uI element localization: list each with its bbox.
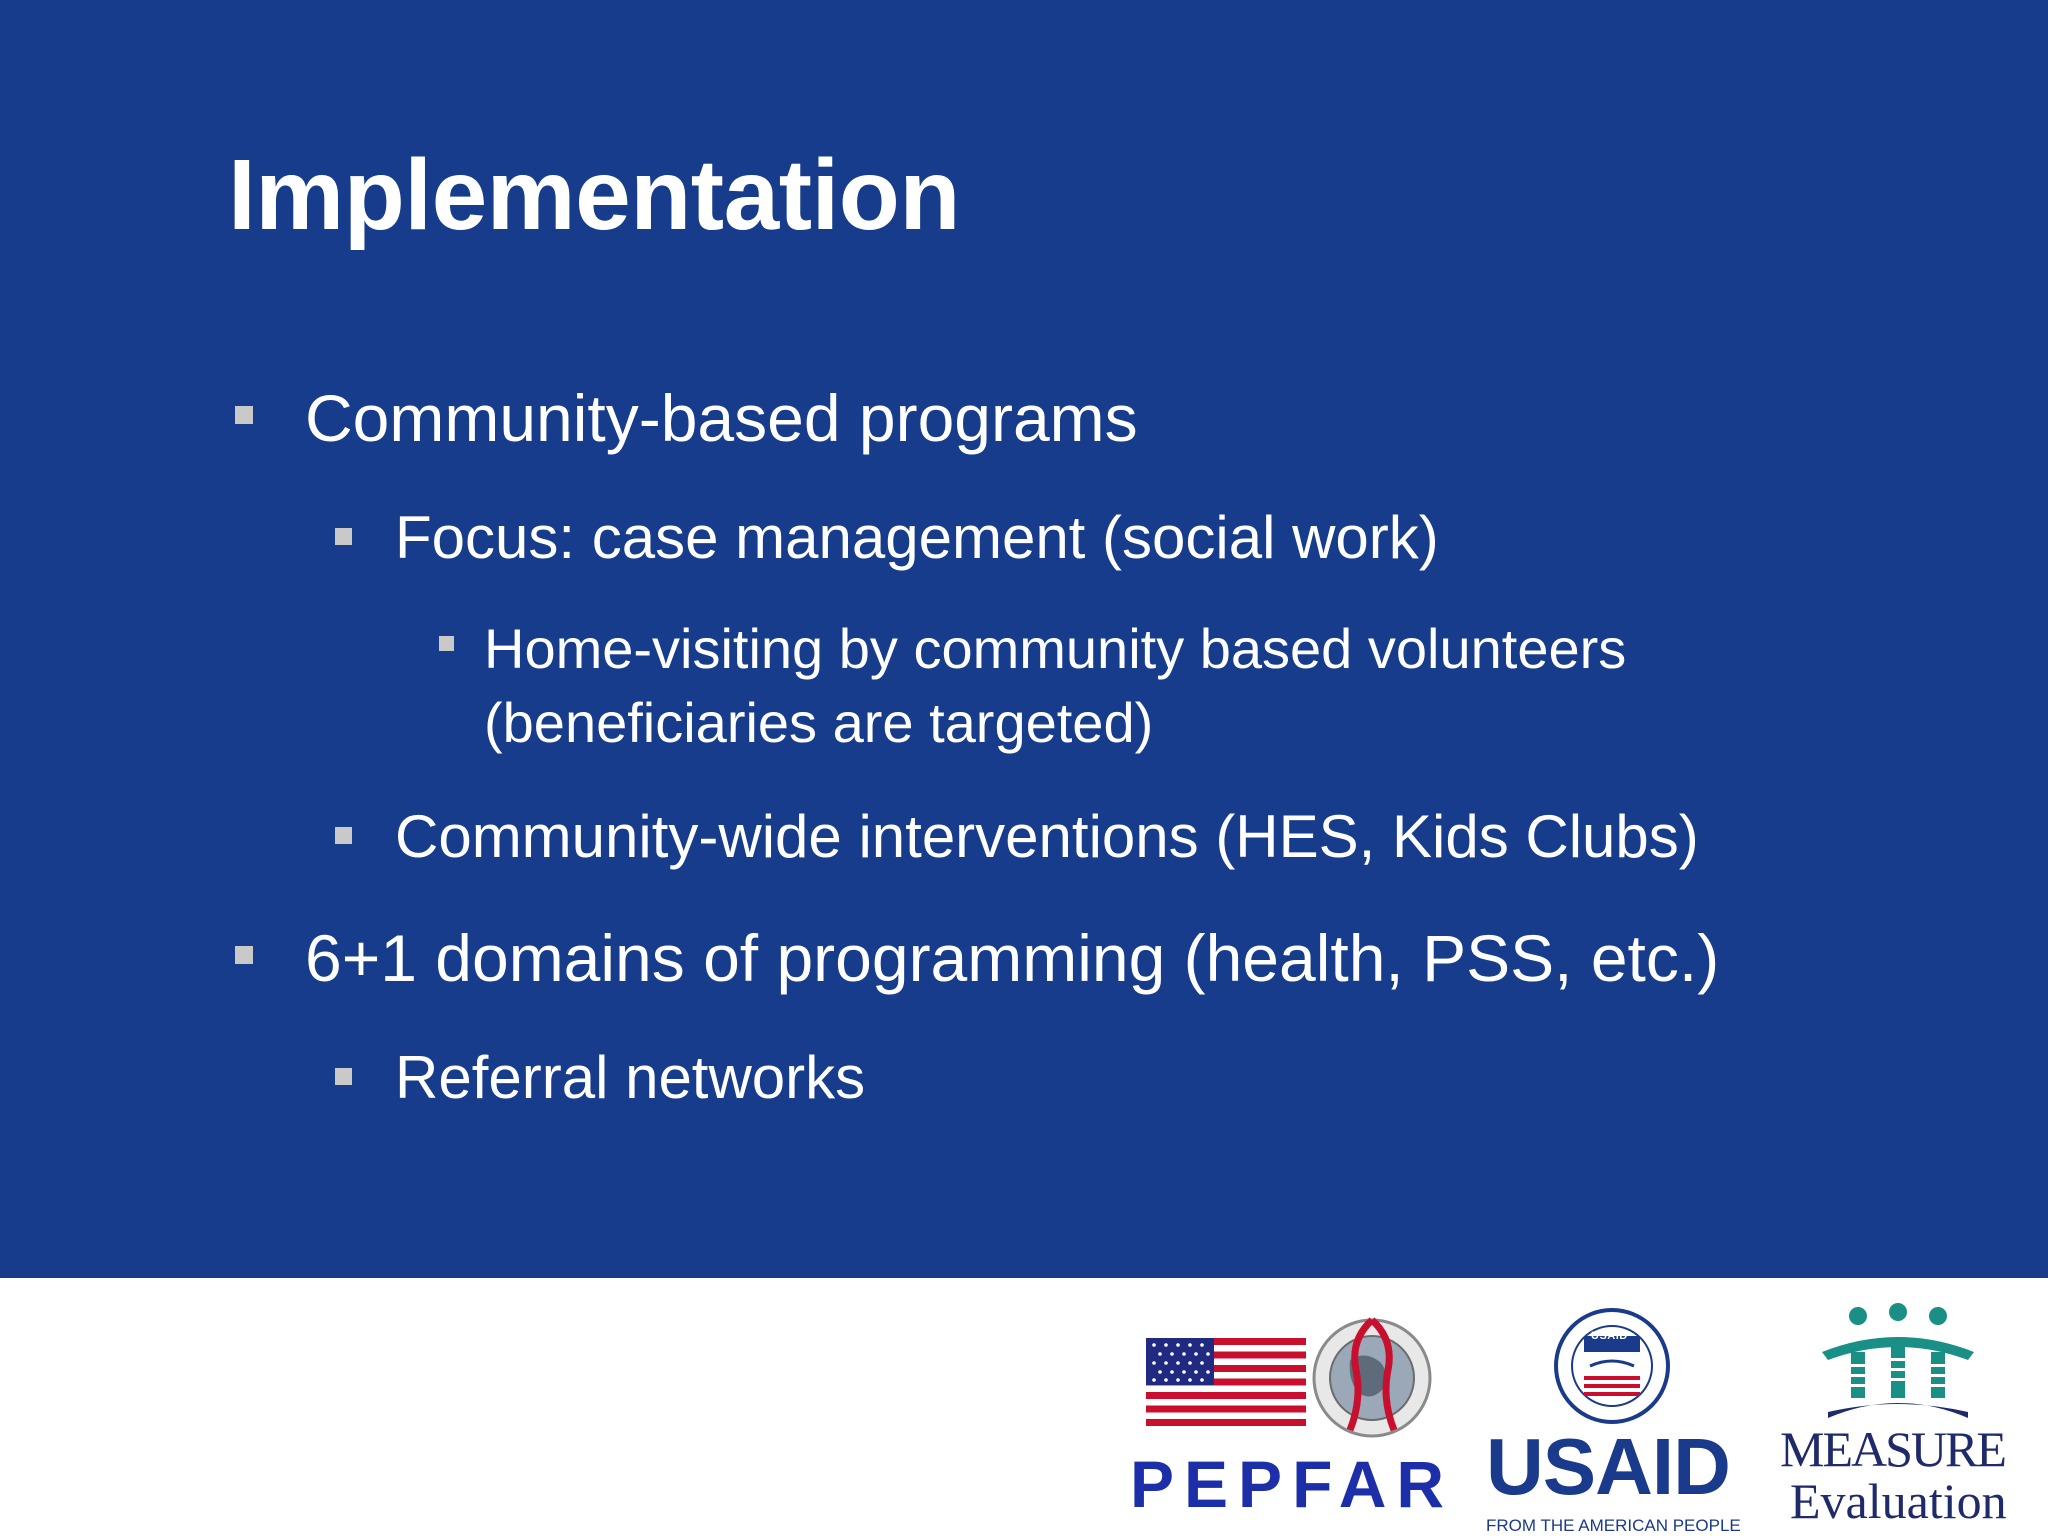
bullet-text: Community-based programs [305, 381, 1138, 455]
bullet-level1 [305, 918, 1719, 998]
bullet-level1 [305, 378, 1138, 458]
bullet-text: Community-wide interventions (HES, Kids Clubs) [395, 803, 1699, 870]
bullet-marker [335, 827, 352, 844]
bullet-text: 6+1 domains of programming (health, PSS, etc.) [305, 921, 1720, 995]
bullet-level2 [395, 801, 1699, 873]
usaid-tagline: FROM THE AMERICAN PEOPLE [1486, 1516, 1741, 1535]
pepfar-logo [1130, 1304, 1455, 1536]
bullet-marker [335, 1068, 352, 1085]
bullet-level2 [395, 1042, 865, 1114]
measure-wordmark: MEASURE [1780, 1421, 2005, 1477]
usaid-logo [1482, 1302, 1742, 1536]
bullet-text: Referral networks [395, 1044, 866, 1111]
bullet-text: Home-visiting by community based volunteers (beneficiaries are targeted) [484, 617, 1627, 754]
pepfar-wordmark: PEPFAR [1130, 1447, 1455, 1521]
bullet-level2 [395, 502, 1439, 574]
bullet-text: Focus: case management (social work) [395, 504, 1439, 571]
people-figures-icon [1818, 1300, 1978, 1420]
slide-title: Implementation [228, 139, 960, 251]
evaluation-wordmark: Evaluation [1790, 1473, 2007, 1529]
bullet-marker [235, 946, 253, 964]
footer-logos [0, 1278, 2048, 1536]
usaid-wordmark-text: USAID [1486, 1422, 1730, 1511]
bullet-marker [335, 528, 352, 545]
usaid-wordmark [1486, 1422, 1730, 1511]
usaid-seal-label: USAID [1591, 1330, 1628, 1342]
globe-seal-icon [1310, 1310, 1440, 1440]
bullet-level3 [484, 612, 1814, 760]
bullet-marker [439, 636, 454, 651]
measure-evaluation-logo [1778, 1300, 2018, 1536]
us-flag-icon [1146, 1338, 1306, 1426]
bullet-marker [235, 406, 253, 424]
usaid-seal-icon [1552, 1306, 1672, 1426]
